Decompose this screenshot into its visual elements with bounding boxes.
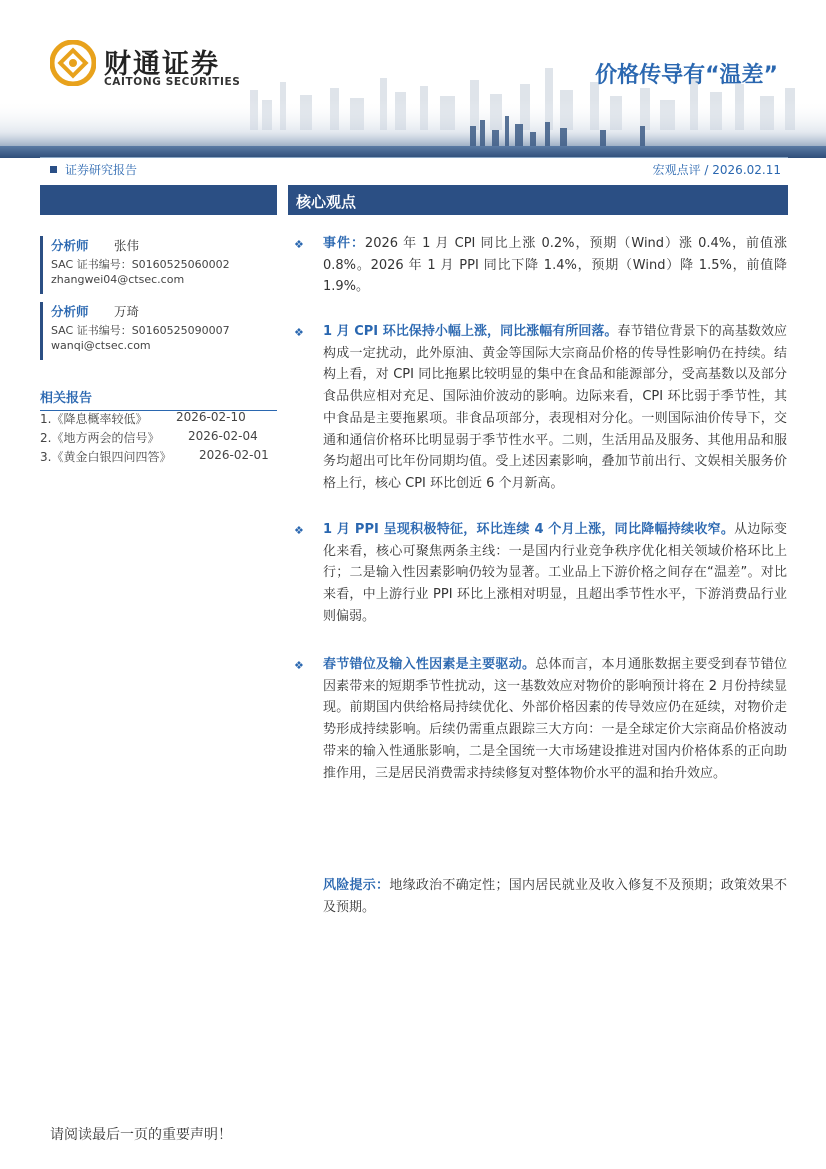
sidebar-header-bar: [40, 185, 277, 215]
related-report-date: 2026-02-01: [199, 448, 269, 462]
analyst-accent-stripe: [40, 302, 43, 360]
key-point-paragraph: [323, 654, 787, 784]
key-point-lead: 1 月 CPI 环比保持小幅上涨，同比涨幅有所回落。: [323, 324, 618, 339]
risk-warning-paragraph: [323, 875, 787, 918]
core-view-header-bar: [288, 185, 788, 215]
document-category-date: 宏观点评 / 2026.02.11: [652, 163, 781, 177]
report-title: 价格传导有“温差”: [595, 63, 778, 88]
related-report-item[interactable]: [40, 410, 246, 427]
related-reports-heading: 相关报告: [40, 387, 277, 411]
document-type: [50, 161, 137, 178]
diamond-bullet-icon: ❖: [294, 524, 304, 537]
key-point-text: 春节错位背景下的高基数效应构成一定扰动，此外原油、黄金等国际大宗商品价格的传导性影响仍在持续。结构上看，对 CPI 同比拖累比较明显的集中在食品和能源部分，受高基数以及部分食品供应相对充足、国际油价波动的影响。边际来看，CPI 环比弱于季节性，其中食品是主要拖累项。非食品项部分，表现相对分化。一则国际油价传导下，交通和通信价格环比明显弱于季节性水平。二则，生活用品及服务、其他用品和服务均超出可比年份同期均值。受上述因素影响，叠加节前出行、文娱相关服务价格上行，核心 CPI 环比创近 6 个月新高。: [323, 324, 788, 491]
caitong-logo-icon: [50, 40, 96, 86]
analyst-role: 分析师: [51, 238, 89, 253]
key-point-lead: 事件：: [323, 236, 365, 251]
analyst-role: 分析师: [51, 304, 89, 319]
related-report-item[interactable]: [40, 448, 269, 465]
risk-warning-lead: 风险提示：: [323, 878, 390, 893]
key-point-lead: 1 月 PPI 呈现积极特征，环比连续 4 个月上涨，同比降幅持续收窄。: [323, 522, 735, 537]
analyst-accent-stripe: [40, 236, 43, 294]
analyst-sac-number: SAC 证书编号：S0160525060002: [51, 258, 230, 271]
related-report-date: 2026-02-10: [176, 410, 246, 424]
brand-name-cn: 财通证券: [104, 49, 220, 80]
related-report-item[interactable]: [40, 429, 258, 446]
analyst-email[interactable]: wanqi@ctsec.com: [51, 339, 151, 352]
disclaimer-notice: 请阅读最后一页的重要声明！: [50, 1127, 232, 1143]
core-view-heading: 核心观点: [296, 193, 357, 211]
key-point-paragraph: [323, 519, 787, 628]
related-report-title: 2.《地方两会的信号》: [40, 431, 160, 445]
brand-name-en: CAITONG SECURITIES: [104, 76, 241, 88]
square-bullet-icon: [50, 166, 57, 173]
key-point-lead: 春节错位及输入性因素是主要驱动。: [323, 657, 536, 672]
related-report-date: 2026-02-04: [188, 429, 258, 443]
diamond-bullet-icon: ❖: [294, 659, 304, 672]
key-point-text: 总体而言，本月通胀数据主要受到春节错位因素带来的短期季节性扰动，这一基数效应对物价的影响预计将在 2 月份持续显现。前期国内供给格局持续优化、外部价格因素的传导效应仍在延续，对物价走势形成持续影响。后续仍需重点跟踪三大方向：一是全球定价大宗商品价格波动带来的输入性通胀影响，二是全国统一大市场建设推进对国内价格体系的正向助推作用，三是居民消费需求持续修复对整体物价水平的温和抬升效应。: [323, 657, 787, 781]
diamond-bullet-icon: ❖: [294, 238, 304, 251]
key-point-text: 从边际变化来看，核心可聚焦两条主线：一是国内行业竞争秩序优化相关领域价格环比上行；二是输入性因素影响仍较为显著。工业品上下游价格之间存在“温差”。对比来看，中上游行业 PPI 环比上涨相对明显，且超出季节性水平，下游消费品行业则偏弱。: [323, 522, 787, 624]
analyst-name: 张伟: [114, 238, 140, 253]
risk-warning-text: 地缘政治不确定性；国内居民就业及收入修复不及预期；政策效果不及预期。: [323, 878, 787, 915]
analyst-email[interactable]: zhangwei04@ctsec.com: [51, 273, 185, 286]
header-divider: [40, 157, 788, 158]
key-point-paragraph: [323, 233, 787, 298]
key-point-paragraph: [323, 321, 787, 495]
key-point-text: 2026 年 1 月 CPI 同比上涨 0.2%，预期（Wind）涨 0.4%，前值涨 0.8%。2026 年 1 月 PPI 同比下降 1.4%，预期（Wind）降 1.5%，前值降 1.9%。: [323, 236, 787, 295]
related-report-title: 1.《降息概率较低》: [40, 412, 148, 426]
document-type-label: 证券研究报告: [65, 163, 138, 177]
related-report-title: 3.《黄金白银四问四答》: [40, 450, 172, 464]
analyst-sac-number: SAC 证书编号：S0160525090007: [51, 324, 230, 337]
analyst-name: 万琦: [114, 304, 140, 319]
diamond-bullet-icon: ❖: [294, 326, 304, 339]
